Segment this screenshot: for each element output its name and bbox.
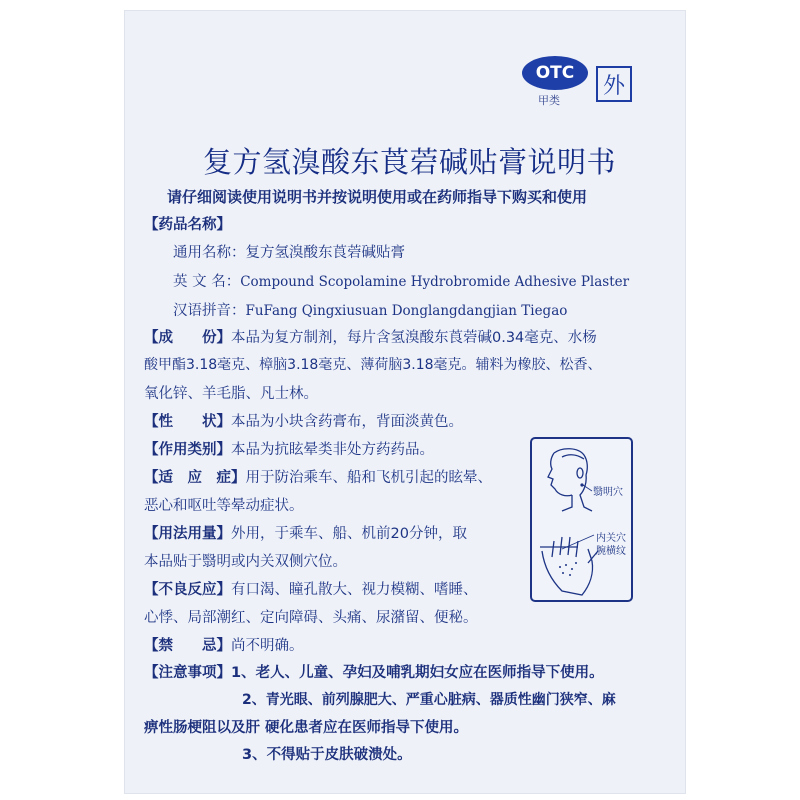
- common-name-label: 通用名称：: [173, 245, 246, 261]
- precautions-item-1: 1、老人、儿童、孕妇及哺乳期妇女应在医师指导下使用。: [231, 665, 604, 681]
- pinyin-row: [173, 299, 567, 320]
- indications-heading: 【适 应 症】: [144, 470, 246, 486]
- adverse-text: 有口渴、瞳孔散大、视力模糊、嗜睡、: [231, 582, 478, 598]
- english-name-label: 英 文 名：: [173, 274, 241, 290]
- otc-class-label: 甲类: [538, 94, 560, 107]
- ingredients-line-3: 氧化锌、羊毛脂、凡士林。: [144, 386, 318, 402]
- dosage-heading: 【用法用量】: [144, 526, 231, 542]
- acupoint-figure: [530, 437, 633, 602]
- category-line: [144, 438, 434, 459]
- adverse-line-2: 心悸、局部潮红、定向障碍、头痛、尿潴留、便秘。: [144, 610, 478, 626]
- indications-line-1: [144, 466, 492, 487]
- appearance-heading: 【性 状】: [144, 414, 231, 430]
- appearance-line: [144, 410, 463, 431]
- wrist-crease-label: 腕横纹: [596, 546, 626, 557]
- category-text: 本品为抗眩晕类非处方药药品。: [231, 442, 434, 458]
- english-name-value: Compound Scopolamine Hydrobromide Adhesive Plaster: [240, 274, 630, 290]
- category-heading: 【作用类别】: [144, 442, 231, 458]
- indications-text: 用于防治乘车、船和飞机引起的眩晕、: [245, 470, 492, 486]
- precautions-item-2: 2、青光眼、前列腺肥大、严重心脏病、器质性幽门狭窄、麻: [242, 692, 616, 708]
- drug-name-heading: 【药品名称】: [144, 217, 231, 233]
- precautions-heading: 【注意事项】: [144, 665, 231, 681]
- yiming-point-label: 翳明穴: [593, 487, 623, 498]
- common-name-value: 复方氢溴酸东莨菪碱贴膏: [245, 245, 405, 261]
- ingredients-line-2: 酸甲酯3.18毫克、樟脑3.18毫克、薄荷脑3.18毫克。辅料为橡胶、松香、: [144, 357, 602, 373]
- document-title: 复方氢溴酸东莨菪碱贴膏说明书: [203, 145, 617, 179]
- pinyin-value: FuFang Qingxiusuan Donglangdangjian Tiegao: [245, 303, 568, 319]
- neiguan-point-label: 内关穴: [596, 533, 626, 544]
- dosage-line-2: 本品贴于翳明或内关双侧穴位。: [144, 554, 347, 570]
- reading-notice: 请仔细阅读使用说明书并按说明使用或在药师指导下购买和使用: [167, 188, 588, 206]
- appearance-text: 本品为小块含药膏布，背面淡黄色。: [231, 414, 463, 430]
- contraindications-heading: 【禁 忌】: [144, 638, 231, 654]
- otc-badge: OTC: [522, 56, 588, 90]
- dosage-line-1: [144, 522, 467, 543]
- external-use-badge: 外: [596, 66, 632, 102]
- adverse-line-1: [144, 578, 478, 599]
- common-name-row: [173, 241, 405, 262]
- contraindications-line: [144, 634, 304, 655]
- dosage-text: 外用，于乘车、船、机前20分钟，取: [231, 526, 467, 542]
- ingredients-heading: 【成 份】: [144, 330, 231, 346]
- precautions-item-3: 3、不得贴于皮肤破溃处。: [242, 747, 412, 763]
- acupoint-illustration: [532, 439, 635, 604]
- indications-line-2: 恶心和呕吐等晕动症状。: [144, 498, 304, 514]
- pinyin-label: 汉语拼音：: [173, 303, 246, 319]
- english-name-row: [173, 270, 629, 291]
- precautions-item-2-cont: 痹性肠梗阻以及肝 硬化患者应在医师指导下使用。: [144, 720, 469, 736]
- precautions-line-1: [144, 661, 604, 682]
- ingredients-line-1: [144, 326, 597, 347]
- adverse-heading: 【不良反应】: [144, 582, 231, 598]
- ingredients-text: 本品为复方制剂，每片含氢溴酸东莨菪碱0.34毫克、水杨: [231, 330, 597, 346]
- contraindications-text: 尚不明确。: [231, 638, 304, 654]
